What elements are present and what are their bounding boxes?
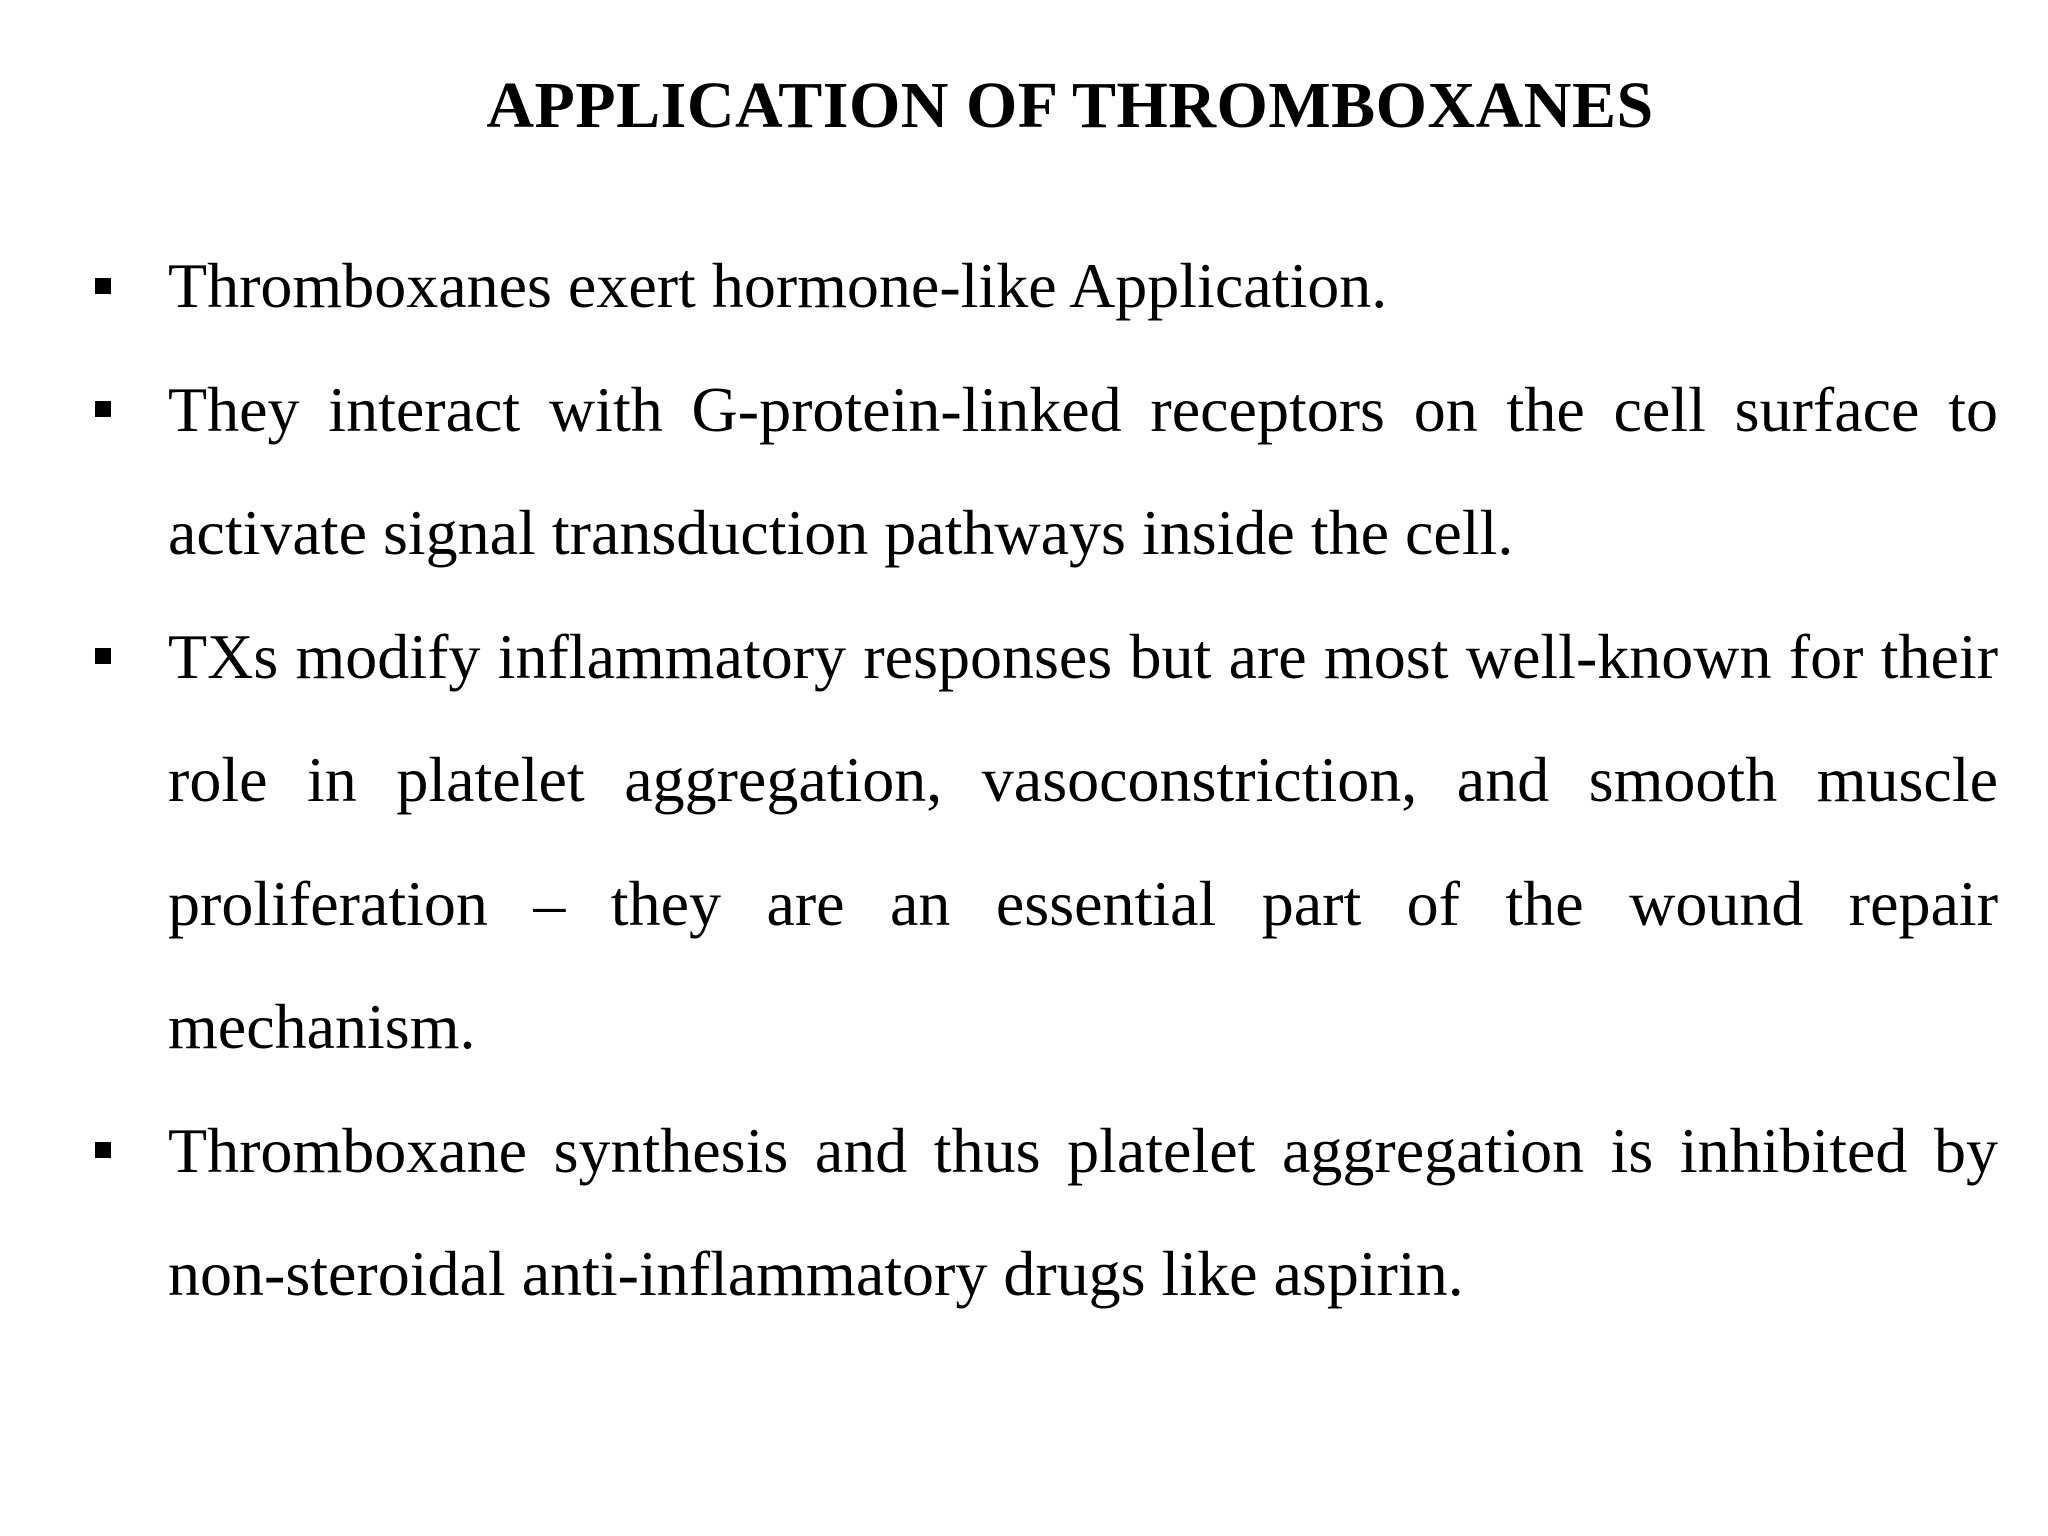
square-bullet-icon <box>95 224 111 348</box>
bullet-item <box>168 224 1998 348</box>
square-bullet-icon <box>95 1089 111 1213</box>
bullet-item <box>168 348 1998 595</box>
bullet-text: Thromboxane synthesis and thus platelet aggregation is inhibited by non-steroidal anti-inflammatory drugs like aspirin. <box>168 1114 1998 1309</box>
bullet-list <box>168 224 1998 1336</box>
bullet-text: TXs modify inflammatory responses but are most well-known for their role in platelet aggregation, vasoconstriction, and smooth muscle proliferation – they are an essential part of the wound repair mechanism. <box>168 620 1998 1062</box>
bullet-text: Thromboxanes exert hormone-like Application. <box>168 250 1388 321</box>
bullet-item <box>168 595 1998 1089</box>
square-bullet-icon <box>95 595 111 719</box>
bullet-text: They interact with G-protein-linked receptors on the cell surface to activate signal transduction pathways inside the cell. <box>168 373 1998 568</box>
square-bullet-icon <box>95 348 111 472</box>
slide-title: APPLICATION OF THROMBOXANES <box>486 69 1654 142</box>
bullet-item <box>168 1089 1998 1336</box>
